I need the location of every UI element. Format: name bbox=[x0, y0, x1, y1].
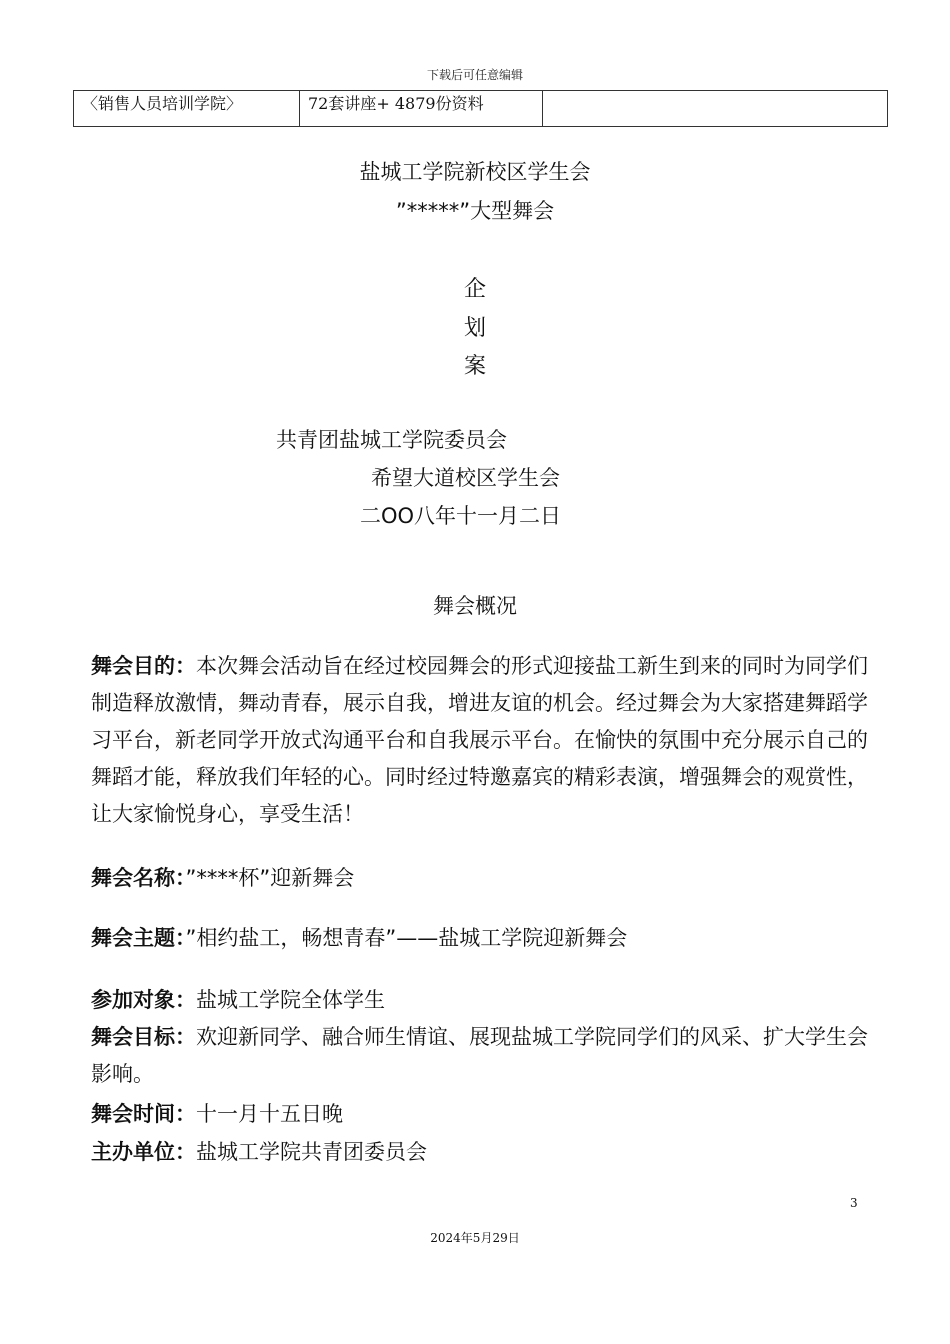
goal-paragraph bbox=[91, 1019, 871, 1093]
title-char-qi: 企 bbox=[463, 277, 486, 302]
organizer-line2: 希望大道校区学生会 bbox=[371, 466, 560, 490]
document-date: 二OO八年十一月二日 bbox=[360, 504, 562, 528]
theme-paragraph bbox=[91, 920, 871, 957]
title-char-hua: 划 bbox=[463, 316, 486, 341]
purpose-text: 本次舞会活动旨在经过校园舞会的形式迎接盐工新生到来的同时为同学们制造释放激情，舞动青春，展示自我，增进友谊的机会。经过舞会为大家搭建舞蹈学习平台，新老同学开放式沟通平台和自我展示平台。在愉快的氛围中充分展示自己的舞蹈才能，释放我们年轻的心。同时经过特邀嘉宾的精彩表演，增强舞会的观赏性，让大家愉悦身心，享受生活！ bbox=[91, 654, 868, 826]
time-text: 十一月十五日晚 bbox=[196, 1102, 343, 1126]
section-title: 舞会概况 bbox=[433, 594, 517, 618]
name-text: ”****杯”迎新舞会 bbox=[185, 866, 355, 890]
time-label: 舞会时间： bbox=[91, 1102, 196, 1126]
doc-title-line1: 盐城工学院新校区学生会 bbox=[359, 160, 591, 184]
doc-title-line2: ”*****”大型舞会 bbox=[395, 199, 555, 223]
time-paragraph bbox=[91, 1096, 871, 1133]
purpose-label: 舞会目的： bbox=[91, 654, 196, 678]
table-cell-academy: 〈销售人员培训学院〉 bbox=[74, 91, 300, 127]
host-label: 主办单位： bbox=[91, 1140, 196, 1164]
header-note: 下载后可任意编辑 bbox=[426, 68, 523, 82]
target-paragraph bbox=[91, 982, 871, 1019]
footer-date: 2024年5月29日 bbox=[430, 1231, 520, 1245]
host-paragraph bbox=[91, 1134, 871, 1171]
resource-table bbox=[73, 90, 888, 127]
purpose-paragraph bbox=[91, 648, 871, 833]
title-char-an: 案 bbox=[463, 354, 486, 379]
table-cell-resources: 72套讲座+ 4879份资料 bbox=[300, 91, 543, 127]
page-number: 3 bbox=[850, 1196, 858, 1210]
name-label: 舞会名称： bbox=[91, 866, 186, 890]
target-text: 盐城工学院全体学生 bbox=[196, 988, 385, 1012]
table-row bbox=[74, 91, 888, 127]
theme-text: ”相约盐工，畅想青春”——盐城工学院迎新舞会 bbox=[185, 926, 628, 950]
host-text: 盐城工学院共青团委员会 bbox=[196, 1140, 427, 1164]
theme-label: 舞会主题： bbox=[91, 926, 186, 950]
goal-label: 舞会目标： bbox=[91, 1025, 196, 1049]
goal-text: 欢迎新同学、融合师生情谊、展现盐城工学院同学们的风采、扩大学生会影响。 bbox=[91, 1025, 868, 1086]
table-cell-empty bbox=[543, 91, 888, 127]
name-paragraph bbox=[91, 860, 871, 897]
organizer-line1: 共青团盐城工学院委员会 bbox=[276, 428, 507, 452]
target-label: 参加对象： bbox=[91, 988, 196, 1012]
